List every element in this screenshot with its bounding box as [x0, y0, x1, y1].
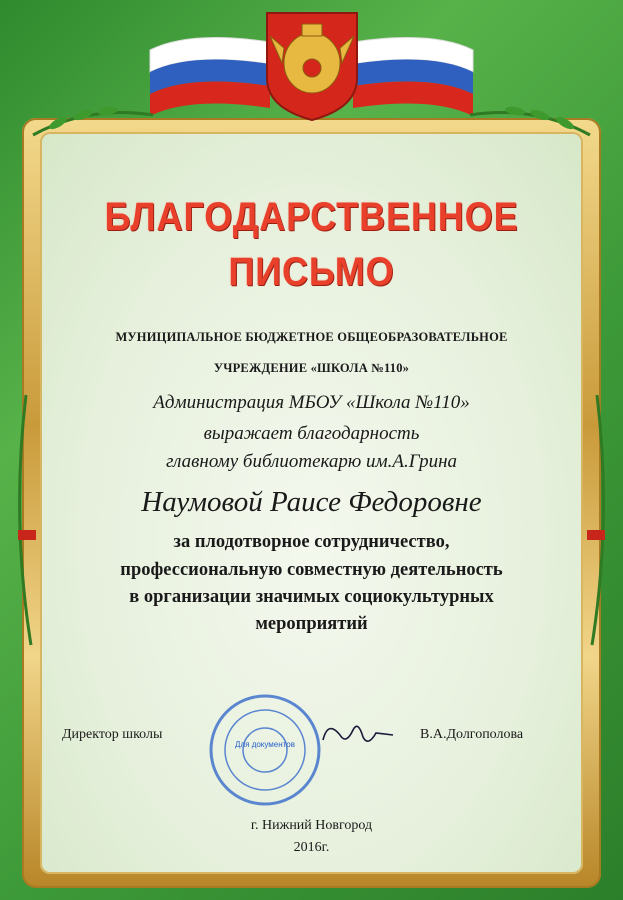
- intro-line3: главному библиотекарю им.А.Грина: [165, 451, 457, 472]
- certificate-title-line2: ПИСЬМО: [228, 250, 395, 294]
- signatory-name: В.А.Долгополова: [420, 727, 524, 742]
- stamp-center-text: Для документов: [235, 740, 295, 749]
- coat-of-arms-icon: [262, 8, 362, 123]
- intro-line2: выражает благодарность: [203, 423, 420, 444]
- organization-line2: УЧРЕЖДЕНИЕ «ШКОЛА №110»: [213, 361, 410, 375]
- place: г. Нижний Новгород: [250, 818, 373, 833]
- year: 2016г.: [293, 840, 330, 855]
- organization-line1: МУНИЦИПАЛЬНОЕ БЮДЖЕТНОЕ ОБЩЕОБРАЗОВАТЕЛЬНОЕ: [115, 330, 508, 344]
- official-stamp-icon: [205, 690, 325, 810]
- signatory-position: Директор школы: [62, 727, 163, 742]
- recipient-name: Наумовой Раисе Федоровне: [141, 486, 482, 518]
- laurel-right-top-icon: [465, 75, 595, 145]
- reason-line1: за плодотворное сотрудничество,: [173, 532, 450, 552]
- intro-line1: Администрация МБОУ «Школа №110»: [153, 392, 470, 413]
- certificate-title-line1: БЛАГОДАРСТВЕННОЕ: [104, 195, 519, 239]
- reason-line2: профессиональную совместную деятельность: [120, 560, 503, 580]
- handwritten-signature-icon: [318, 715, 398, 755]
- reason-line3: в организации значимых социокультурных: [129, 587, 494, 607]
- russian-flag-right-icon: [343, 30, 483, 120]
- laurel-left-top-icon: [28, 75, 158, 145]
- russian-flag-left-icon: [140, 30, 280, 120]
- reason-line4: мероприятий: [255, 614, 368, 634]
